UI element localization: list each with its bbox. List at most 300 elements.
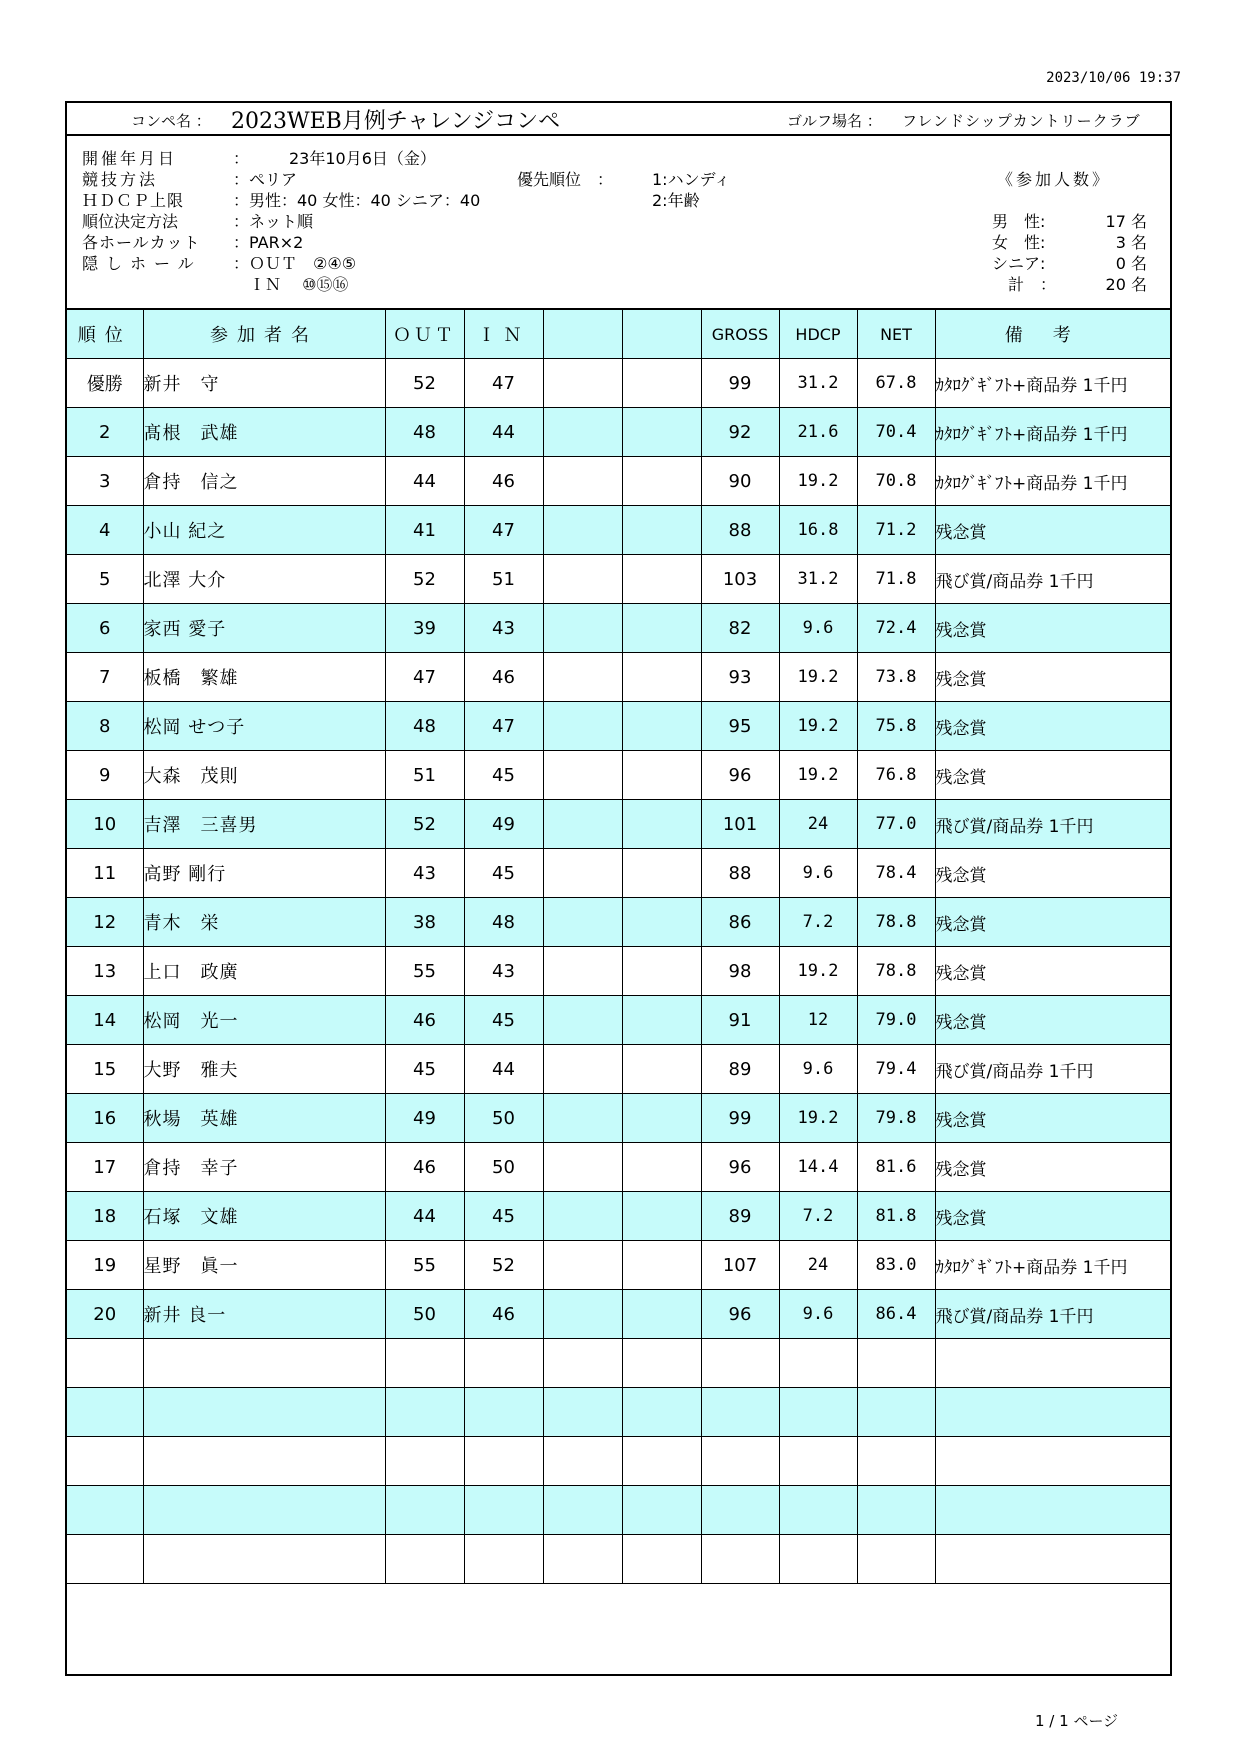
cell-blank xyxy=(622,1290,701,1339)
cell-gross: 96 xyxy=(701,1143,779,1192)
cell-note xyxy=(935,1437,1170,1486)
cell-blank xyxy=(543,1535,622,1584)
table-row xyxy=(67,1486,1170,1535)
cell-hdcp xyxy=(779,1535,857,1584)
col-net-header: NET xyxy=(857,310,935,359)
cell-net: 70.8 xyxy=(857,457,935,506)
cell-blank xyxy=(543,1094,622,1143)
cell-note: 残念賞 xyxy=(935,653,1170,702)
participant-count-title: 《参加人数》 xyxy=(997,170,1112,189)
cell-name: 倉持 信之 xyxy=(143,457,385,506)
cell-rank: 18 xyxy=(67,1192,143,1241)
cell-name: 大野 雅夫 xyxy=(143,1045,385,1094)
cell-out: 50 xyxy=(385,1290,464,1339)
col-note-header: 備考 xyxy=(935,310,1170,359)
cell-in: 51 xyxy=(464,555,543,604)
cell-blank xyxy=(543,800,622,849)
priority-1: 1:ハンディ xyxy=(652,170,731,189)
cell-in: 49 xyxy=(464,800,543,849)
cell-blank xyxy=(543,947,622,996)
cell-out: 44 xyxy=(385,1192,464,1241)
cell-blank xyxy=(543,898,622,947)
cell-hdcp xyxy=(779,1388,857,1437)
cell-net: 75.8 xyxy=(857,702,935,751)
cut-value: ：PAR×2 xyxy=(233,233,304,252)
cell-name: 髙根 武雄 xyxy=(143,408,385,457)
results-table xyxy=(67,310,1170,1584)
table-row xyxy=(67,898,1170,947)
cell-in: 48 xyxy=(464,898,543,947)
cell-in: 44 xyxy=(464,408,543,457)
cell-net: 79.0 xyxy=(857,996,935,1045)
cell-out: 46 xyxy=(385,996,464,1045)
table-row xyxy=(67,947,1170,996)
cell-blank xyxy=(543,996,622,1045)
cell-blank xyxy=(543,408,622,457)
cell-rank: 13 xyxy=(67,947,143,996)
cell-blank xyxy=(622,1045,701,1094)
cell-in xyxy=(464,1339,543,1388)
table-row xyxy=(67,555,1170,604)
cell-rank: 8 xyxy=(67,702,143,751)
table-row xyxy=(67,1241,1170,1290)
cut-label: 各ホールカット xyxy=(82,233,201,252)
cell-gross xyxy=(701,1486,779,1535)
cell-note: 残念賞 xyxy=(935,1192,1170,1241)
cell-blank xyxy=(543,1388,622,1437)
cell-in: 47 xyxy=(464,506,543,555)
cell-blank xyxy=(622,506,701,555)
table-row xyxy=(67,506,1170,555)
cell-name: 北澤 大介 xyxy=(143,555,385,604)
cell-blank xyxy=(622,1437,701,1486)
cell-out: 41 xyxy=(385,506,464,555)
cell-in: 43 xyxy=(464,947,543,996)
cell-net: 81.8 xyxy=(857,1192,935,1241)
cell-blank xyxy=(543,506,622,555)
cell-gross: 92 xyxy=(701,408,779,457)
table-row xyxy=(67,800,1170,849)
cell-net: 79.4 xyxy=(857,1045,935,1094)
cell-gross: 89 xyxy=(701,1192,779,1241)
cell-out: 38 xyxy=(385,898,464,947)
cell-gross: 98 xyxy=(701,947,779,996)
date-label: 開催年月日 xyxy=(82,149,178,168)
competition-info xyxy=(67,136,1170,310)
cell-gross xyxy=(701,1339,779,1388)
cell-net: 73.8 xyxy=(857,653,935,702)
cell-net xyxy=(857,1486,935,1535)
cell-rank: 10 xyxy=(67,800,143,849)
table-row xyxy=(67,1535,1170,1584)
cell-blank xyxy=(622,555,701,604)
cell-note: 飛び賞/商品券 1千円 xyxy=(935,800,1170,849)
cell-rank: 16 xyxy=(67,1094,143,1143)
col-out-header: ＯＵＴ xyxy=(385,310,464,359)
cell-gross: 95 xyxy=(701,702,779,751)
cell-blank xyxy=(622,1339,701,1388)
ranking-value: ：ネット順 xyxy=(233,212,314,231)
cell-blank xyxy=(543,1143,622,1192)
cell-gross: 96 xyxy=(701,751,779,800)
cell-name: 星野 眞一 xyxy=(143,1241,385,1290)
count-senior-label: シニア: xyxy=(992,254,1046,273)
cell-blank xyxy=(622,359,701,408)
col-in-header: ＩＮ xyxy=(464,310,543,359)
cell-note: ｶﾀﾛｸﾞｷﾞﾌﾄ+商品券 1千円 xyxy=(935,1241,1170,1290)
cell-blank xyxy=(543,653,622,702)
cell-out xyxy=(385,1339,464,1388)
cell-out: 55 xyxy=(385,1241,464,1290)
cell-in: 50 xyxy=(464,1143,543,1192)
cell-hdcp: 24 xyxy=(779,800,857,849)
cell-hdcp: 9.6 xyxy=(779,604,857,653)
cell-note: 飛び賞/商品券 1千円 xyxy=(935,555,1170,604)
cell-gross: 96 xyxy=(701,1290,779,1339)
cell-note: 残念賞 xyxy=(935,1094,1170,1143)
table-row xyxy=(67,1388,1170,1437)
cell-rank: 11 xyxy=(67,849,143,898)
cell-name: 高野 剛行 xyxy=(143,849,385,898)
cell-in: 52 xyxy=(464,1241,543,1290)
competition-label: コンペ名 ： xyxy=(131,112,211,130)
cell-hdcp xyxy=(779,1486,857,1535)
table-row xyxy=(67,604,1170,653)
cell-note: 残念賞 xyxy=(935,751,1170,800)
cell-in: 43 xyxy=(464,604,543,653)
cell-rank xyxy=(67,1486,143,1535)
cell-name: 大森 茂則 xyxy=(143,751,385,800)
cell-hdcp: 19.2 xyxy=(779,947,857,996)
cell-in: 45 xyxy=(464,1192,543,1241)
cell-in: 46 xyxy=(464,457,543,506)
cell-gross: 88 xyxy=(701,506,779,555)
results-body xyxy=(67,359,1170,1584)
cell-name: 上口 政廣 xyxy=(143,947,385,996)
cell-rank: 2 xyxy=(67,408,143,457)
priority-label: 優先順位 ： xyxy=(517,170,614,189)
cell-name: 吉澤 三喜男 xyxy=(143,800,385,849)
cell-out xyxy=(385,1535,464,1584)
cell-note: ｶﾀﾛｸﾞｷﾞﾌﾄ+商品券 1千円 xyxy=(935,457,1170,506)
cell-gross: 86 xyxy=(701,898,779,947)
cell-blank xyxy=(543,359,622,408)
cell-out: 48 xyxy=(385,702,464,751)
count-male-label: 男 性: xyxy=(992,212,1046,231)
cell-rank: 20 xyxy=(67,1290,143,1339)
cell-gross xyxy=(701,1388,779,1437)
cell-out: 51 xyxy=(385,751,464,800)
table-row xyxy=(67,849,1170,898)
cell-blank xyxy=(622,1192,701,1241)
cell-in: 44 xyxy=(464,1045,543,1094)
table-row xyxy=(67,1437,1170,1486)
cell-rank: 6 xyxy=(67,604,143,653)
cell-net: 86.4 xyxy=(857,1290,935,1339)
cell-hdcp: 31.2 xyxy=(779,359,857,408)
cell-blank xyxy=(622,1094,701,1143)
cell-net: 70.4 xyxy=(857,408,935,457)
cell-out: 52 xyxy=(385,359,464,408)
hdcp-value: ：男性：40 女性：40 シニア：40 xyxy=(233,191,481,210)
cell-in xyxy=(464,1437,543,1486)
cell-hdcp: 9.6 xyxy=(779,849,857,898)
cell-name: 新井 良一 xyxy=(143,1290,385,1339)
table-row xyxy=(67,702,1170,751)
cell-net: 78.4 xyxy=(857,849,935,898)
timestamp: 2023/10/06 19:37 xyxy=(1046,70,1181,86)
cell-name xyxy=(143,1486,385,1535)
cell-in: 45 xyxy=(464,751,543,800)
count-total-value: 20 名 xyxy=(1105,275,1147,294)
cell-rank: 優勝 xyxy=(67,359,143,408)
cell-name: 秋場 英雄 xyxy=(143,1094,385,1143)
competition-name: 2023WEB月例チャレンジコンペ xyxy=(231,109,561,134)
cell-rank: 14 xyxy=(67,996,143,1045)
cell-hdcp: 31.2 xyxy=(779,555,857,604)
cell-gross: 93 xyxy=(701,653,779,702)
cell-blank xyxy=(622,702,701,751)
cell-name: 石塚 文雄 xyxy=(143,1192,385,1241)
cell-rank: 4 xyxy=(67,506,143,555)
cell-hdcp xyxy=(779,1339,857,1388)
col-rank-header: 順位 xyxy=(67,310,143,359)
cell-gross xyxy=(701,1437,779,1486)
cell-rank xyxy=(67,1535,143,1584)
course-name: フレンドシップカントリークラブ xyxy=(902,112,1141,130)
cell-note: 残念賞 xyxy=(935,604,1170,653)
title-bar xyxy=(67,103,1170,136)
cell-net: 72.4 xyxy=(857,604,935,653)
cell-rank: 15 xyxy=(67,1045,143,1094)
cell-hdcp: 19.2 xyxy=(779,702,857,751)
cell-gross xyxy=(701,1535,779,1584)
cell-blank xyxy=(622,996,701,1045)
course-label: ゴルフ場名 ： xyxy=(787,112,882,130)
cell-rank: 17 xyxy=(67,1143,143,1192)
ranking-label: 順位決定方法 xyxy=(82,212,179,231)
cell-blank xyxy=(622,947,701,996)
cell-blank xyxy=(622,898,701,947)
cell-blank xyxy=(543,457,622,506)
cell-rank: 9 xyxy=(67,751,143,800)
cell-name: 青木 栄 xyxy=(143,898,385,947)
cell-out: 43 xyxy=(385,849,464,898)
page-number: 1 / 1 ページ xyxy=(1035,1712,1119,1730)
cell-in: 50 xyxy=(464,1094,543,1143)
cell-blank xyxy=(622,751,701,800)
count-senior-value: 0 名 xyxy=(1115,254,1147,273)
cell-name: 倉持 幸子 xyxy=(143,1143,385,1192)
cell-hdcp: 7.2 xyxy=(779,898,857,947)
cell-blank xyxy=(543,604,622,653)
cell-blank xyxy=(622,800,701,849)
table-row xyxy=(67,1192,1170,1241)
cell-in xyxy=(464,1486,543,1535)
cell-out xyxy=(385,1388,464,1437)
cell-name xyxy=(143,1339,385,1388)
cell-hdcp: 19.2 xyxy=(779,653,857,702)
col-blank1-header xyxy=(543,310,622,359)
cell-blank xyxy=(622,653,701,702)
cell-blank xyxy=(622,1143,701,1192)
cell-hdcp: 7.2 xyxy=(779,1192,857,1241)
cell-out xyxy=(385,1437,464,1486)
cell-rank: 19 xyxy=(67,1241,143,1290)
cell-net: 78.8 xyxy=(857,947,935,996)
cell-in: 45 xyxy=(464,849,543,898)
cell-name: 松岡 光一 xyxy=(143,996,385,1045)
cell-in xyxy=(464,1535,543,1584)
cell-note: 残念賞 xyxy=(935,947,1170,996)
results-sheet xyxy=(65,101,1172,1676)
cell-name xyxy=(143,1437,385,1486)
count-male-value: 17 名 xyxy=(1105,212,1147,231)
cell-blank xyxy=(543,1437,622,1486)
cell-out: 55 xyxy=(385,947,464,996)
date-value: ： 23年10月6日（金） xyxy=(233,149,436,168)
cell-blank xyxy=(622,1486,701,1535)
cell-net xyxy=(857,1339,935,1388)
cell-note xyxy=(935,1535,1170,1584)
cell-rank: 7 xyxy=(67,653,143,702)
cell-net xyxy=(857,1388,935,1437)
cell-in: 46 xyxy=(464,1290,543,1339)
cell-hdcp: 24 xyxy=(779,1241,857,1290)
cell-note: 残念賞 xyxy=(935,898,1170,947)
cell-hdcp: 16.8 xyxy=(779,506,857,555)
cell-net: 79.8 xyxy=(857,1094,935,1143)
cell-hdcp: 12 xyxy=(779,996,857,1045)
cell-net: 71.2 xyxy=(857,506,935,555)
cell-out: 44 xyxy=(385,457,464,506)
table-header-row xyxy=(67,310,1170,359)
cell-blank xyxy=(622,1388,701,1437)
priority-2: 2:年齢 xyxy=(652,191,700,210)
cell-gross: 101 xyxy=(701,800,779,849)
cell-rank xyxy=(67,1339,143,1388)
cell-name: 松岡 せつ子 xyxy=(143,702,385,751)
cell-rank: 5 xyxy=(67,555,143,604)
cell-name xyxy=(143,1535,385,1584)
cell-net xyxy=(857,1437,935,1486)
method-value: ：ペリア xyxy=(233,170,298,189)
cell-in: 47 xyxy=(464,702,543,751)
cell-blank xyxy=(622,1241,701,1290)
hdcp-label: ＨＤＣＰ上限 xyxy=(82,191,185,210)
cell-name: 板橋 繁雄 xyxy=(143,653,385,702)
col-hdcp-header: HDCP xyxy=(779,310,857,359)
col-gross-header: GROSS xyxy=(701,310,779,359)
cell-gross: 103 xyxy=(701,555,779,604)
cell-net: 67.8 xyxy=(857,359,935,408)
cell-hdcp: 19.2 xyxy=(779,457,857,506)
cell-hdcp: 21.6 xyxy=(779,408,857,457)
cell-in: 45 xyxy=(464,996,543,1045)
cell-gross: 82 xyxy=(701,604,779,653)
cell-blank xyxy=(543,702,622,751)
cell-gross: 88 xyxy=(701,849,779,898)
cell-note xyxy=(935,1339,1170,1388)
cell-gross: 89 xyxy=(701,1045,779,1094)
cell-out: 47 xyxy=(385,653,464,702)
cell-out xyxy=(385,1486,464,1535)
table-row xyxy=(67,408,1170,457)
cell-blank xyxy=(543,751,622,800)
cell-blank xyxy=(622,849,701,898)
cell-blank xyxy=(543,1241,622,1290)
cell-name: 家西 愛子 xyxy=(143,604,385,653)
cell-blank xyxy=(622,1535,701,1584)
table-row xyxy=(67,653,1170,702)
cell-note: 残念賞 xyxy=(935,996,1170,1045)
cell-note: 飛び賞/商品券 1千円 xyxy=(935,1045,1170,1094)
cell-gross: 91 xyxy=(701,996,779,1045)
cell-blank xyxy=(543,1339,622,1388)
table-row xyxy=(67,457,1170,506)
cell-out: 39 xyxy=(385,604,464,653)
cell-note xyxy=(935,1388,1170,1437)
cell-blank xyxy=(622,604,701,653)
cell-net: 77.0 xyxy=(857,800,935,849)
cell-net: 83.0 xyxy=(857,1241,935,1290)
cell-blank xyxy=(543,1290,622,1339)
count-female-value: 3 名 xyxy=(1115,233,1147,252)
cell-note: 残念賞 xyxy=(935,506,1170,555)
cell-note xyxy=(935,1486,1170,1535)
table-row xyxy=(67,751,1170,800)
cell-net: 78.8 xyxy=(857,898,935,947)
table-row xyxy=(67,1143,1170,1192)
cell-note: 残念賞 xyxy=(935,1143,1170,1192)
cell-out: 46 xyxy=(385,1143,464,1192)
cell-in xyxy=(464,1388,543,1437)
cell-in: 46 xyxy=(464,653,543,702)
cell-net: 76.8 xyxy=(857,751,935,800)
cell-name: 小山 紀之 xyxy=(143,506,385,555)
cell-hdcp: 9.6 xyxy=(779,1045,857,1094)
table-row xyxy=(67,1094,1170,1143)
cell-blank xyxy=(543,555,622,604)
cell-note: 飛び賞/商品券 1千円 xyxy=(935,1290,1170,1339)
cell-out: 48 xyxy=(385,408,464,457)
hidden-out-value: ：ＯＵＴ ②④⑤ xyxy=(233,254,357,273)
col-blank2-header xyxy=(622,310,701,359)
cell-gross: 99 xyxy=(701,359,779,408)
cell-note: ｶﾀﾛｸﾞｷﾞﾌﾄ+商品券 1千円 xyxy=(935,408,1170,457)
cell-rank: 12 xyxy=(67,898,143,947)
col-name-header: 参加者名 xyxy=(143,310,385,359)
cell-net: 81.6 xyxy=(857,1143,935,1192)
cell-blank xyxy=(622,457,701,506)
cell-gross: 90 xyxy=(701,457,779,506)
cell-name: 新井 守 xyxy=(143,359,385,408)
cell-in: 47 xyxy=(464,359,543,408)
table-row xyxy=(67,1290,1170,1339)
method-label: 競技方法 xyxy=(82,170,159,189)
cell-hdcp xyxy=(779,1437,857,1486)
cell-out: 49 xyxy=(385,1094,464,1143)
cell-rank xyxy=(67,1388,143,1437)
table-row xyxy=(67,1339,1170,1388)
cell-hdcp: 9.6 xyxy=(779,1290,857,1339)
table-row xyxy=(67,996,1170,1045)
cell-hdcp: 14.4 xyxy=(779,1143,857,1192)
cell-blank xyxy=(543,1045,622,1094)
cell-blank xyxy=(622,408,701,457)
cell-name xyxy=(143,1388,385,1437)
table-row xyxy=(67,1045,1170,1094)
